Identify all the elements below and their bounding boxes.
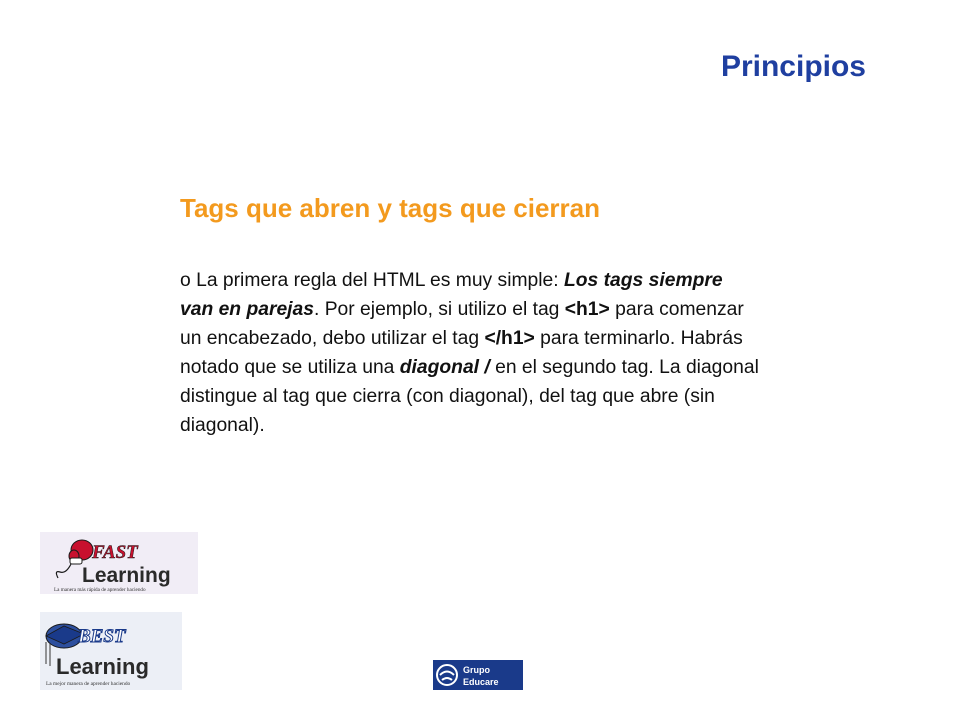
paragraph-text: en el segundo tag. La diagonal distingue al tag que cierra (con diagonal), del tag que abre (sin diagonal). (180, 357, 759, 436)
best-word: BEST (78, 626, 126, 647)
body-paragraph (180, 266, 760, 440)
fast-word: FAST (92, 542, 138, 563)
paragraph-text: La primera regla del HTML es muy simple: (190, 270, 564, 291)
paragraph-text: para terminarlo. Habrás notado que se utiliza una (180, 328, 743, 378)
paragraph-text: para comenzar un encabezado, debo utilizar el tag (180, 299, 744, 349)
fast-tagline: La manera más rápida de aprender haciendo (54, 587, 146, 593)
educare-line1: Grupo (463, 665, 490, 675)
grupo-educare-logo (433, 660, 523, 690)
code-tag: <h1> (564, 299, 610, 320)
emphasis-text: diagonal / (399, 357, 490, 378)
page-title: Principios (720, 50, 866, 83)
educare-line2: Educare (463, 677, 499, 687)
best-learning-word: Learning (56, 654, 149, 679)
emphasis-text: Los tags siempre van en parejas (180, 270, 723, 320)
paragraph-text: . Por ejemplo, si utilizo el tag (313, 299, 565, 320)
fast-learning-word: Learning (82, 564, 171, 587)
section-heading: Tags que abren y tags que cierran (180, 193, 600, 223)
best-tagline: La mejor manera de aprender haciendo (46, 681, 131, 687)
fast-learning-logo (40, 532, 198, 594)
bullet-marker: o (180, 270, 191, 291)
best-learning-logo (40, 612, 182, 690)
code-tag: </h1> (484, 328, 535, 349)
